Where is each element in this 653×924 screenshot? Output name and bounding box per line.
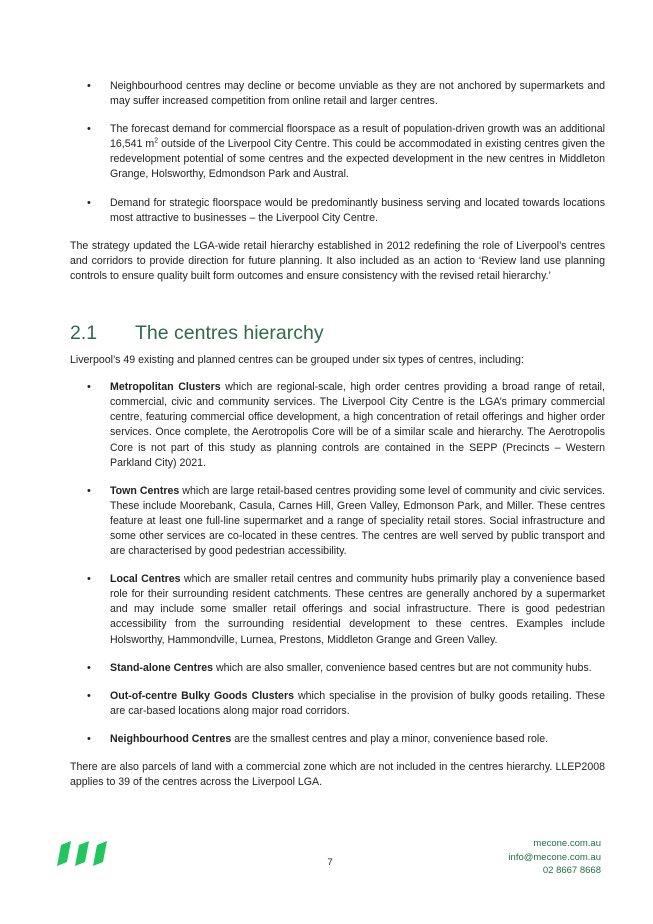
bullet-icon: • — [87, 484, 91, 497]
logo-stripe-1 — [57, 841, 71, 866]
list-item: • Local Centres which are smaller retail centres and community hubs primarily play a convenience based role for their surrounding resident catchments. These centres are generally anchored by a supermarket and may include some smaller retail offerings and social infrastructure. There is good pedestrian accessibility from the surrounding residential development to these centres. Examples include Holsworthy, Hammondville, Lurnea, Prestons, Middleton Grange and Green Valley. — [87, 573, 606, 646]
list-item: • Town Centres which are large retail-based centres providing some level of community and civic services. These include Moorebank, Casula, Carnes Hill, Green Valley, Edmonson Park, and Miller. These centres feature at least one full-line supermarket and a range of speciality retail stores. Social infrastructure and some other services are co-located in these centres. The centres are well served by public transport and are characterised by good pedestrian accessibility. — [87, 484, 605, 558]
bullet-icon: • — [87, 732, 91, 745]
closing-paragraph: There are also parcels of land with a commercial zone which are not included in the centres hierarchy. LLEP2008 applies to 39 of the centres across the Liverpool LGA. — [70, 761, 605, 789]
email-link[interactable]: info@mecone.com.au — [508, 851, 601, 863]
section-number: 2.1 — [70, 322, 98, 345]
phone-number: 02 8667 8668 — [542, 865, 601, 876]
bullet-icon: • — [87, 661, 91, 674]
list-item: • Demand for strategic floorspace would be predominantly business serving and located towards locations most attractive to businesses – the Liverpool City Centre. — [87, 196, 605, 224]
list-item: • Neighbourhood Centres are the smallest centres and play a minor, convenience based role. — [70, 732, 605, 747]
list-item: • Stand-alone Centres which are also smaller, convenience based centres but are not community hubs. — [70, 661, 605, 676]
bullet-icon: • — [87, 381, 91, 394]
logo-stripe-2 — [75, 841, 89, 866]
contact-block — [508, 837, 601, 878]
page-number: 7 — [327, 857, 333, 868]
bullet-icon: • — [87, 196, 91, 209]
list-item: • The forecast demand for commercial floorspace as a result of population-driven growth was an additional 16,541 $m^2$ outside of the Liverpool City Centre. This could be accommodated in existing centres given the redevelopment potential of some centres and the expected development in the new centres in Middleton Grange, Holsworthy, Edmondson Park and Austral. — [87, 123, 605, 181]
bullet-icon: • — [87, 123, 91, 136]
section-heading — [70, 321, 605, 345]
section-title: The centres hierarchy — [135, 322, 324, 345]
findings-list — [70, 79, 605, 226]
page-content — [70, 79, 605, 800]
list-item: • Metropolitan Clusters which are regional-scale, high order centres providing a broad range of retail, commercial, civic and community services. The Liverpool City Centre is the LGA’s primary commercial centre, featuring commercial office development, a high concentration of retail offerings and higher order services. Once complete, the Aerotropolis Core will be of a similar scale and hierarchy. The Aerotropolis Core is not part of this study as planning controls are contained in the SEPP (Precincts – Western Parkland City) 2021. — [87, 381, 605, 469]
bullet-icon: • — [87, 573, 91, 586]
mecone-logo — [55, 838, 111, 868]
intro-paragraph: Liverpool’s 49 existing and planned centres can be grouped under six types of centres, including: — [70, 354, 524, 367]
strategy-paragraph: The strategy updated the LGA-wide retail hierarchy established in 2012 redefining the role of Liverpool’s centres and corridors to provide direction for future planning. It also included as an action to ‘Review land use planning controls to ensure quality built form outcomes and ensure consistency with the revised retail hierarchy.’ — [70, 239, 605, 282]
list-item: • Out-of-centre Bulky Goods Clusters which specialise in the provision of bulky goods retailing. These are car-based locations along major road corridors. — [87, 689, 605, 717]
bullet-icon: • — [87, 689, 91, 702]
website-link[interactable]: mecone.com.au — [533, 838, 601, 849]
centre-types-list — [70, 380, 605, 747]
list-item: • Neighbourhood centres may decline or become unviable as they are not anchored by supermarkets and may suffer increased competition from online retail and larger centres. — [87, 80, 605, 108]
logo-stripe-3 — [93, 841, 107, 866]
bullet-icon: • — [87, 80, 91, 92]
